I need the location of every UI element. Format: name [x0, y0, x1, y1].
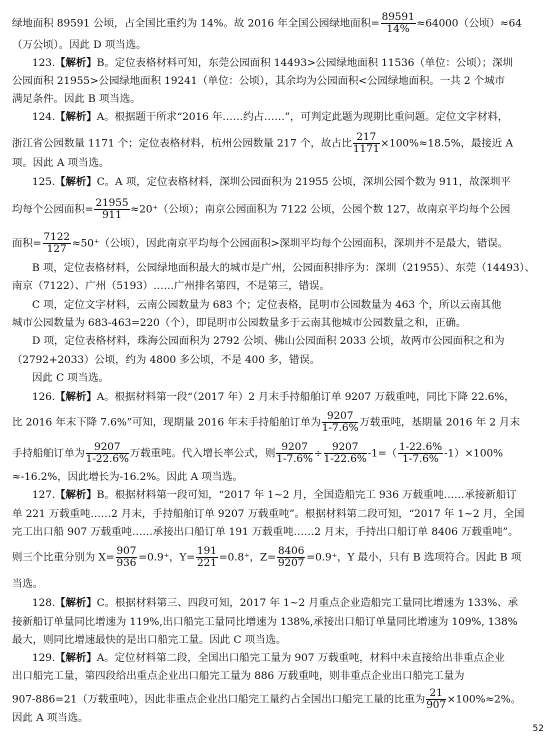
answer-123: 123.【解析】B。定位表格材料可知，东莞公园面积 14493>公园绿地面积 11536（单位：公顷）；深圳	[32, 57, 514, 69]
fraction: $\frac{9207}{1-7.6\%}$	[321, 411, 359, 434]
fraction: $\frac{8406}{9207}$	[277, 546, 305, 569]
fraction: $\frac{21}{907}$	[426, 688, 447, 711]
text-line: 项。因此 A 项当选。	[12, 157, 110, 169]
fraction: $\frac{9207}{1-22.6\%}$	[85, 442, 129, 465]
fraction: $\frac{9207}{1-7.6\%}$	[276, 442, 313, 465]
text-line: D 项，定位表格材料，珠海公园面积为 2792 公顷、佛山公园面积 2033 公顷，故两市公园面积之和为	[32, 335, 505, 347]
text-line: B 项，定位表格材料，公园绿地面积最大的城市是广州，公园面积排序为：深圳（21955）、东莞（14493）、	[32, 262, 536, 274]
answer-125: 125.【解析】C。A 项，定位表格材料，深圳公园面积为 21955 公顷，深圳公园个数为 911，故深圳平	[32, 176, 511, 188]
text-line: 则三个比重分别为 X= $\frac{907}{936}$ =0.9⁺，Y= $\frac{191}{221}$ =0.8⁺，Z= $\frac{8406}{9207}$ =0.9⁺，Y 最小，只有 B 选项符合。因此 B 项	[12, 546, 522, 569]
text-line: 907-886=21（万载重吨），因此非重点企业出口船完工量约占全国出口船完工量的比重为 $\frac{21}{907}$ ×100%≈2%。	[12, 688, 522, 711]
fraction: $\frac{21955}{911}$	[95, 198, 129, 221]
text-line: 浙江省公园数量 1171 个；定位表格材料，杭州公园数量 217 个，故占比 $\frac{217}{1171}$ ×100%≈18.5%，最接近 A	[12, 132, 513, 155]
text-line: 接新船订单量同比增速为 119%,出口船完工量同比增速为 138%,承接出口船订单量同比增速为 109%, 138%	[12, 616, 518, 628]
text-line: 比 2016 年末下降 7.6%”可知，现期量 2016 年末手持船舶订单为 $\frac{9207}{1-7.6\%}$ 万载重吨，基期量 2016 年 2 月末	[12, 411, 521, 434]
answer-126: 126.【解析】A。根据材料第一段“（2017 年）2 月末手持船舶订单 9207 万载重吨，同比下降 22.6%，	[32, 391, 515, 403]
text-line: 均每个公园面积= $\frac{21955}{911}$ ≈20⁺（公顷）；南京公园面积为 7122 公顷，公园个数 127，故南京平均每个公园	[12, 198, 511, 221]
text-line: ≈-16.2%，因此增长为-16.2%。因此 A 项当选。	[12, 471, 243, 483]
answer-124: 124.【解析】A。根据题干所求“2016 年……约占……”，可判定此题为现期比重问题。定位文字材料，	[32, 111, 509, 123]
text-line: 完工出口船 907 万载重吨……承接出口船订单 191 万载重吨……2 月末，手持出口船订单 8406 万载重吨”。	[12, 526, 519, 538]
fraction: $\frac{9207}{1-22.6\%}$	[323, 442, 367, 465]
text-line: 因此 A 项当选。	[12, 712, 89, 724]
fraction: $\frac{7122}{127}$	[43, 232, 70, 255]
text-line: 最大，则同比增速最快的是出口船完工量。因此 C 项当选。	[12, 634, 287, 646]
text-line: 面积= $\frac{7122}{127}$ ≈50⁺（公顷），因此南京平均每个公园面积>深圳平均每个公园面积，深圳并不是最大，错误。	[12, 232, 509, 255]
text-line: 城市公园数量为 683-463=220（个），即昆明市公园数量多于云南其他城市公园数量之和，正确。	[12, 317, 467, 329]
text-line: 出口船完工量，第四段给出重点企业出口船完工量为 886 万载重吨，则非重点企业出口船完工量为	[12, 670, 465, 682]
fraction: $\frac{907}{936}$	[116, 546, 137, 569]
fraction: $\frac{1-22.6\%}{1-7.6\%}$	[398, 442, 443, 465]
answer-129: 129.【解析】A。定位材料第二段，全国出口船完工量为 907 万载重吨，材料中未直接给出非重点企业	[32, 652, 505, 664]
text-line: C 项，定位文字材料，云南公园数量为 683 个；定位表格，昆明市公园数量为 463 个，所以云南其他	[32, 299, 502, 311]
text-line: （2792+2033）公顷，约为 4800 多公顷，不是 400 多，错误。	[12, 354, 321, 366]
text-line: （万公顷）。因此 D 项当选。	[12, 39, 147, 51]
fraction: $\frac{191}{221}$	[197, 546, 217, 569]
answer-128: 128.【解析】C。根据材料第三、四段可知，2017 年 1~2 月重点企业造船完工量同比增速为 133%、承	[32, 597, 519, 609]
fraction: $\frac{89591}{14\%}$	[381, 12, 415, 35]
text-line: 当选。	[12, 578, 44, 590]
page-number: 52	[532, 724, 544, 734]
text-line: 满足条件。因此 B 项当选。	[12, 93, 141, 105]
fraction: $\frac{217}{1171}$	[353, 132, 380, 155]
text-line: 公园面积 21955>公园绿地面积 19241（单位：公顷），其余均为公园面积<公园绿地面积。一共 2 个城市	[12, 75, 505, 87]
answer-127: 127.【解析】B。根据材料第一段可知，“2017 年 1~2 月，全国造船完工 936 万载重吨……承接新船订	[32, 489, 517, 501]
text-line: 单 221 万载重吨……2 月末，手持船舶订单 9207 万载重吨”。根据材料第二段可知，“2017 年 1~2 月，全国	[12, 508, 525, 520]
text-line: 因此 C 项当选。	[32, 372, 109, 384]
text-line: 南京（7122）、广州（5193）……广州排名第四，不是第三，错误。	[12, 280, 330, 292]
text-line: 绿地面积 89591 公顷，占全国比重约为 14%。故 2016 年全国公园绿地面积= $\frac{89591}{14\%}$ ≈64000（公顷）≈64	[12, 12, 522, 35]
text-line: 手持船舶订单为 $\frac{9207}{1-22.6\%}$ 万载重吨。代入增长率公式，则 $\frac{9207}{1-7.6\%}$ ÷ $\frac{9207}{1-22.6\%}$ -1=（ $\frac{1-22.6\%}{1-7.6\%}$ -1）×100%	[12, 442, 504, 465]
